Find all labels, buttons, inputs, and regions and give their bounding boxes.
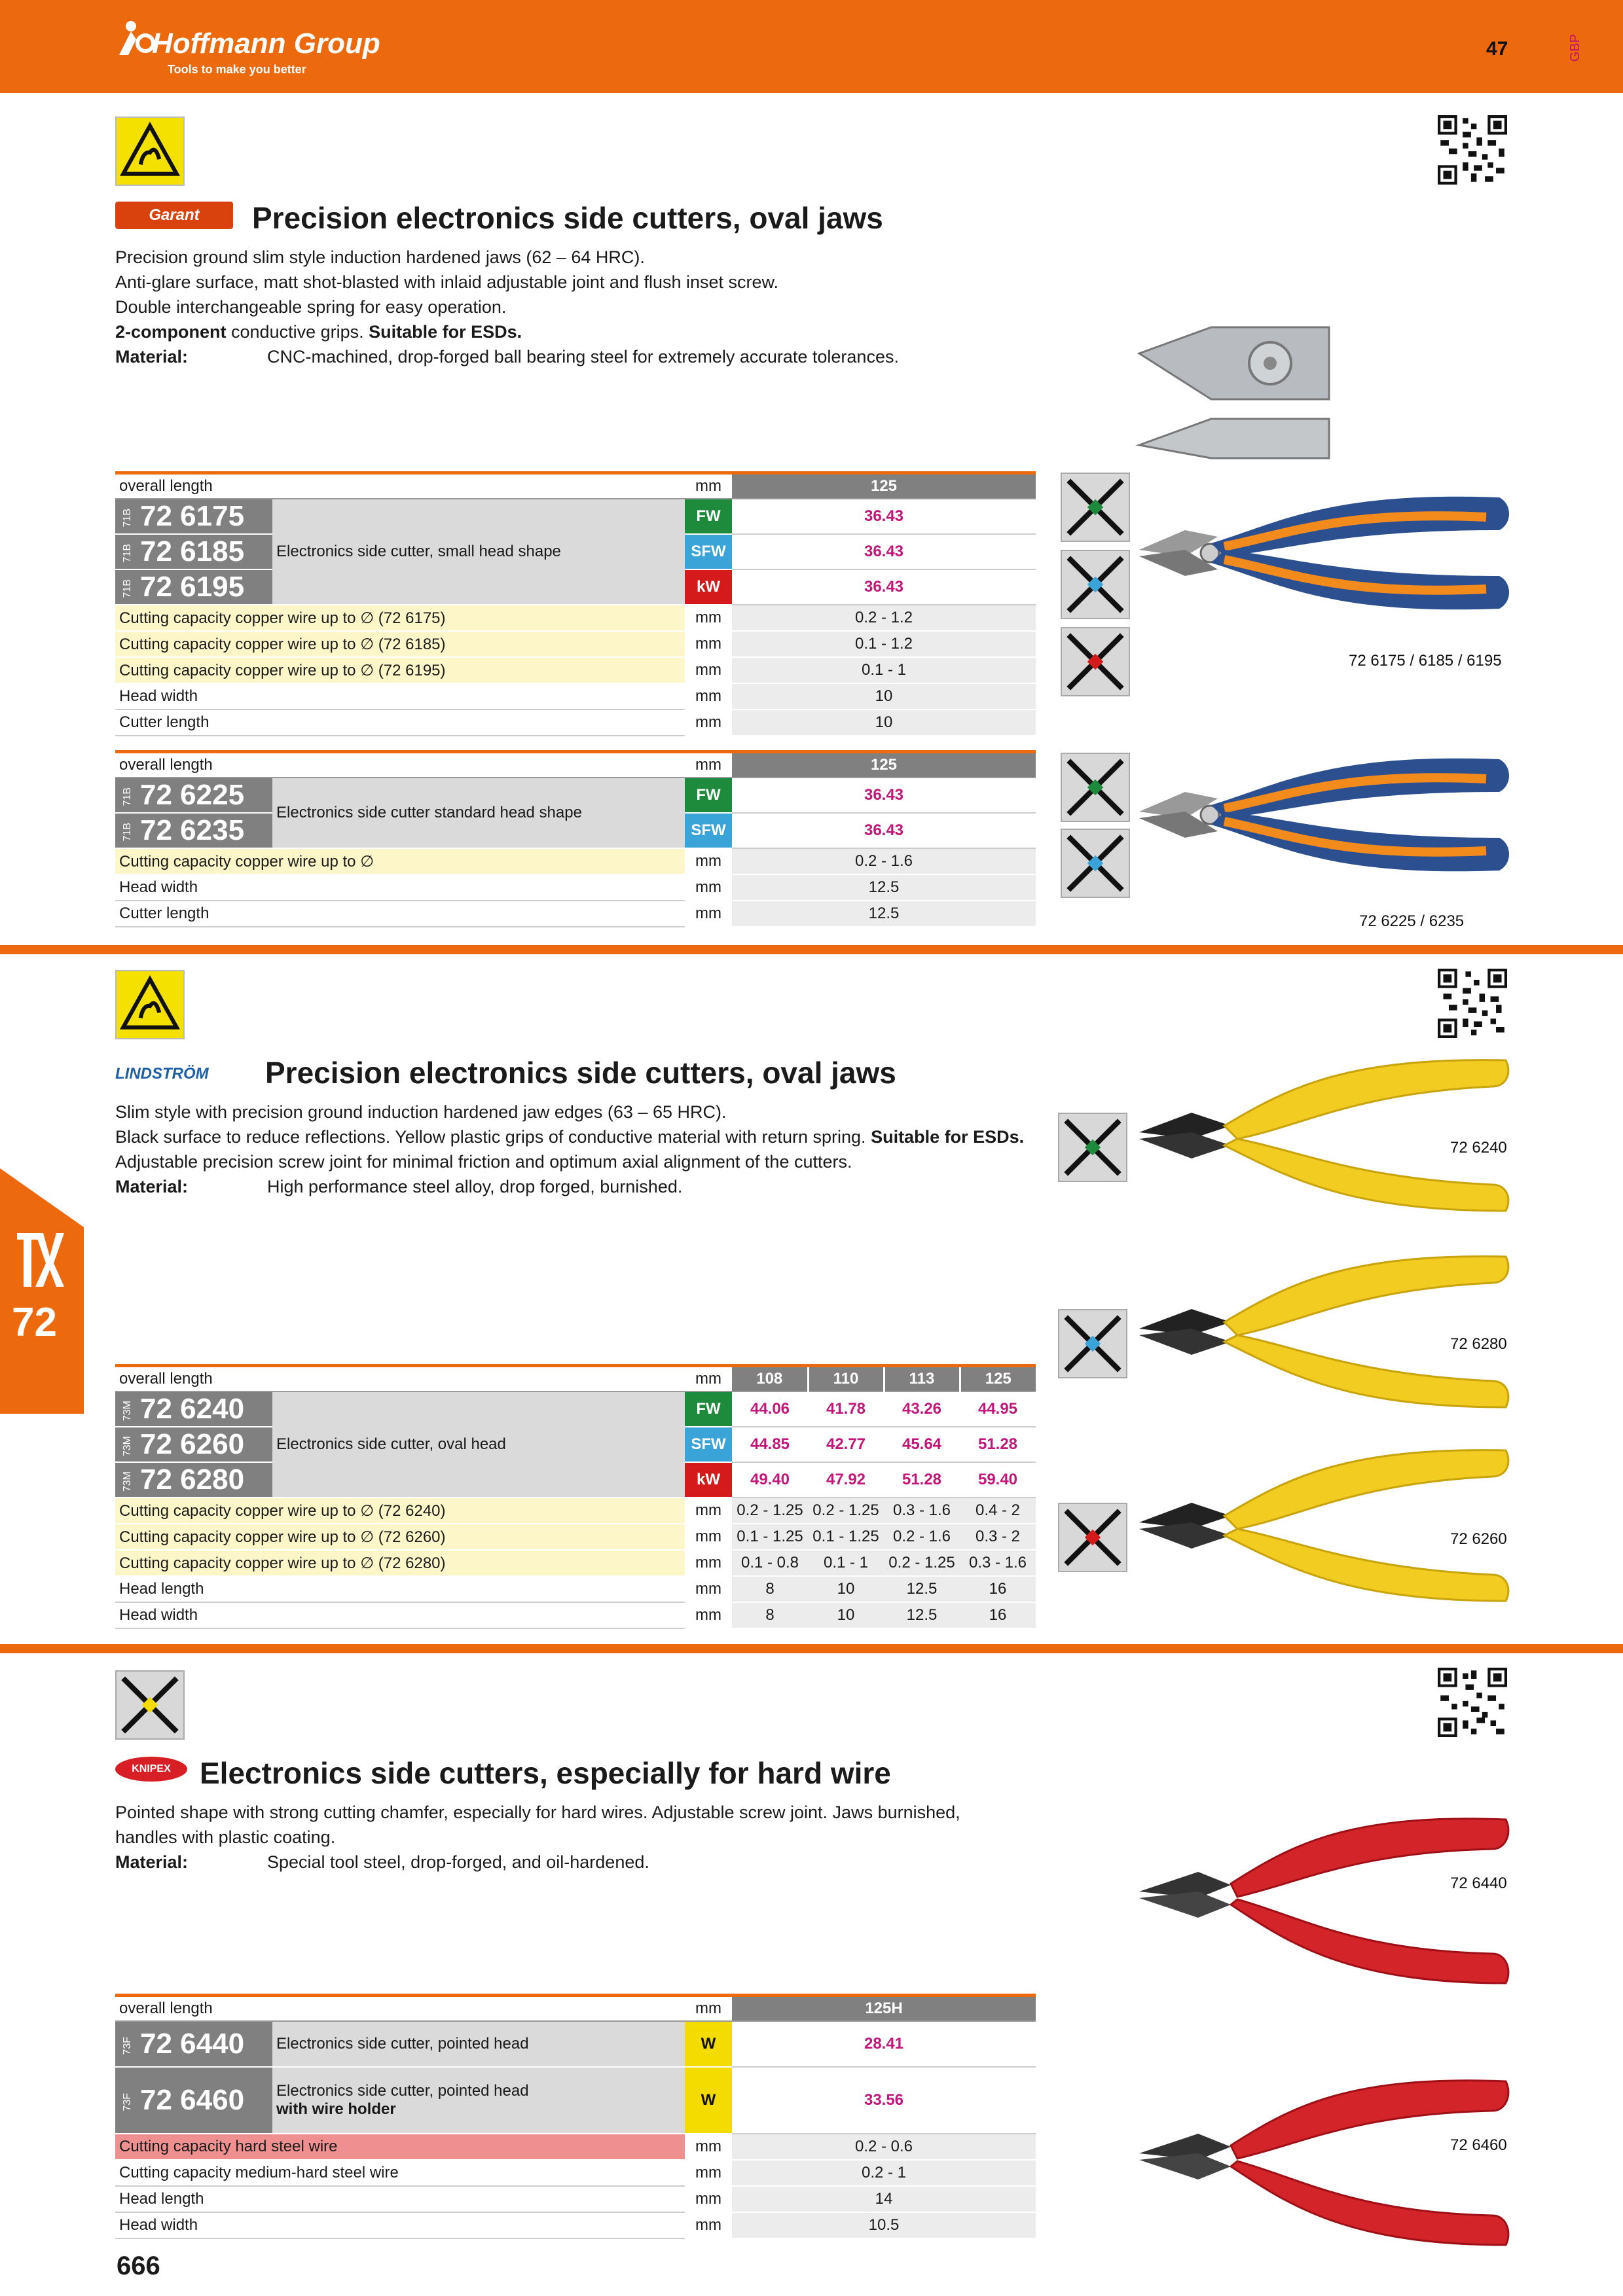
section-divider — [0, 1644, 1623, 1653]
hard-wire-cut-icon — [115, 1670, 185, 1740]
article-number: 72 6240 — [140, 1393, 245, 1425]
flush-cut-icon — [1058, 1113, 1127, 1182]
product-caption: 72 6225 / 6235 — [1359, 912, 1465, 930]
product-caption: 72 6260 — [1450, 1530, 1507, 1548]
page-number-top: 47 — [1486, 38, 1508, 60]
price: 44.06 — [732, 1391, 808, 1427]
price: 47.92 — [808, 1462, 884, 1498]
section2-description: Slim style with precision ground induction hardened jaw edges (63 – 65 HRC). Black surface to reduce reflections. Yellow plastic grips of conductive material with return spring. Suitable for ESDs. Adjustable precision screw joint for minimal friction and optimum axial alignment of the cutters. Material: High performance steel alloy, drop forged, burnished. — [115, 1102, 1025, 1196]
price: 43.26 — [884, 1391, 960, 1427]
article-number: 72 6235 — [140, 814, 245, 846]
product-caption: 72 6460 — [1450, 2136, 1507, 2154]
page-number-bottom: 666 — [117, 2251, 160, 2280]
lindstrom-brand-logo: LINDSTRÖM — [115, 1065, 209, 1083]
red-cutter-image — [1133, 1800, 1512, 1996]
brand-tagline: Tools to make you better — [168, 63, 306, 76]
price: 59.40 — [960, 1462, 1036, 1498]
fw-badge: FW — [685, 1391, 732, 1427]
price: 36.43 — [732, 534, 1036, 569]
article-number: 72 6280 — [140, 1463, 245, 1496]
yellow-cutter-image — [1133, 1437, 1512, 1614]
price: 42.77 — [808, 1427, 884, 1462]
sfw-badge: SFW — [685, 534, 732, 569]
price: 36.43 — [732, 813, 1036, 848]
flush-cut-icon — [1061, 473, 1130, 542]
flush-cut-icon — [1061, 753, 1130, 822]
price: 36.43 — [732, 569, 1036, 605]
product-caption: 72 6440 — [1450, 1874, 1507, 1892]
yellow-cutter-image — [1133, 1244, 1512, 1420]
spec-table-3: overall length mm 108 110 113 125 73M 72 6240 Electronics side cutter, oval head FW 44.06 41.78 43.26 44.95 73M 72 6260 SFW 44.85 42.77 45.64 51.28 73M 72 6280 kW 49.40 47.92 51.28 59.40 Cutting capacity copper wire up to ∅ (72 6240) mm 0.2 - 1.25 0.2 - 1.25 0.3 - 1.6 0.4 - 2 Cutting capacity copper wire up to ∅ (72 6260) mm 0.1 - 1.25 0.1 - 1.25 0.2 - 1.6 0.3 - 2 Cutting capacity copper wire up to ∅ (72 6280) mm 0.1 - 0.8 0.1 - 1 0.2 - 1.25 0.3 - 1.6 Head length mm 8 10 12.5 16 Head width mm 8 10 12.5 16 — [115, 1364, 1036, 1629]
article-number: 72 6195 — [140, 571, 245, 603]
cutter-head-detail-image — [1133, 314, 1336, 471]
price: 51.28 — [884, 1462, 960, 1498]
cutter-small-head-image — [1133, 478, 1512, 635]
semi-flush-cut-icon — [1061, 550, 1130, 619]
brand-name: Hoffmann Group — [152, 27, 380, 60]
section1-title: Precision electronics side cutters, oval jaws — [252, 201, 883, 235]
price: 44.85 — [732, 1427, 808, 1462]
article-number: 72 6185 — [140, 535, 245, 567]
kw-badge: kW — [685, 569, 732, 605]
product-caption: 72 6240 — [1450, 1139, 1507, 1157]
semi-flush-cut-icon — [1061, 829, 1130, 898]
semi-flush-cut-icon — [1058, 1309, 1127, 1378]
w-badge: W — [685, 2067, 732, 2134]
cutter-standard-head-image — [1133, 740, 1512, 897]
fw-badge: FW — [685, 499, 732, 534]
article-number: 72 6175 — [140, 500, 245, 532]
price: 36.43 — [732, 499, 1036, 534]
price: 41.78 — [808, 1391, 884, 1427]
section2-title: Precision electronics side cutters, oval jaws — [265, 1056, 896, 1090]
price: 49.40 — [732, 1462, 808, 1498]
kw-badge: kW — [685, 1462, 732, 1498]
article-number: 72 6225 — [140, 779, 245, 811]
knipex-brand-logo: KNIPEX — [115, 1757, 187, 1782]
sfw-badge: SFW — [685, 1427, 732, 1462]
qr-code-icon[interactable] — [1438, 969, 1507, 1038]
section3-description: Pointed shape with strong cutting chamfer, especially for hard wires. Adjustable screw joint. Jaws burnished, handles with plastic coating. Material: Special tool steel, drop-forged, and oil-hardened. — [115, 1803, 960, 1872]
fw-badge: FW — [685, 778, 732, 813]
article-number: 72 6260 — [140, 1428, 245, 1460]
yellow-cutter-image — [1133, 1047, 1512, 1224]
price: 45.64 — [884, 1427, 960, 1462]
chapter-number: 72 — [12, 1300, 57, 1345]
pliers-chapter-icon — [14, 1230, 67, 1289]
qr-code-icon[interactable] — [1438, 1668, 1507, 1737]
esd-warning-icon — [115, 970, 185, 1039]
hoffmann-logo-icon — [117, 17, 156, 56]
spec-table-2: overall length mm 125 71B 72 6225 Electronics side cutter standard head shape FW 36.43 71B 72 6235 SFW 36.43 Cutting capacity copper wire up to ∅ mm 0.2 - 1.6 Head width mm 12.5 Cutter length mm 12.5 — [115, 750, 1036, 927]
article-number: 72 6440 — [140, 2028, 245, 2060]
currency-label: GBP — [1568, 34, 1582, 62]
w-badge: W — [685, 2021, 732, 2067]
price: 36.43 — [732, 778, 1036, 813]
spec-table-4: overall length mm 125H 73F 72 6440 Electronics side cutter, pointed head W 28.41 73F 72 6460 Electronics side cutter, pointed head with wire holder W 33.56 Cutting capacity hard steel wire mm 0.2 - 0.6 Cutting capacity medium-hard steel wire mm 0.2 - 1 Head length mm 14 Head width mm 10.5 — [115, 1994, 1036, 2239]
price: 51.28 — [960, 1427, 1036, 1462]
section-divider — [0, 945, 1623, 954]
red-cutter-with-holder-image — [1133, 2062, 1512, 2258]
section3-title: Electronics side cutters, especially for hard wire — [200, 1756, 891, 1790]
bevel-cut-icon — [1061, 627, 1130, 696]
qr-code-icon[interactable] — [1438, 115, 1507, 185]
price: 33.56 — [732, 2067, 1036, 2134]
price: 44.95 — [960, 1391, 1036, 1427]
esd-warning-icon — [115, 117, 185, 186]
bevel-cut-icon — [1058, 1503, 1127, 1572]
product-caption: 72 6280 — [1450, 1335, 1507, 1353]
article-number: 72 6460 — [140, 2084, 245, 2116]
spec-table-1: overall length mm 125 71B 72 6175 Electronics side cutter, small head shape FW 36.43 71B 72 6185 SFW 36.43 71B 72 6195 kW 36.43 Cutting capacity copper wire up to ∅ (72 6175) mm 0.2 - 1.2 Cutting capacity copper wire up to ∅ (72 6185) mm 0.1 - 1.2 Cutting capacity copper wire up to ∅ (72 6195) mm 0.1 - 1 Head width mm 10 Cutter length mm 10 — [115, 471, 1036, 736]
price: 28.41 — [732, 2021, 1036, 2067]
section1-description: Precision ground slim style induction hardened jaws (62 – 64 HRC). Anti-glare surface, matt shot-blasted with inlaid adjustable joint and flush inset screw. Double interchangeable spring for easy operation. 2-component conductive grips. Suitable for ESDs. Material: CNC-machined, drop-forged ball bearing steel for extremely accurate tolerances. — [115, 247, 899, 367]
product-caption: 72 6175 / 6185 / 6195 — [1349, 652, 1502, 670]
sfw-badge: SFW — [685, 813, 732, 848]
chapter-tab — [0, 1168, 84, 1414]
garant-brand-logo: Garant — [115, 202, 233, 229]
